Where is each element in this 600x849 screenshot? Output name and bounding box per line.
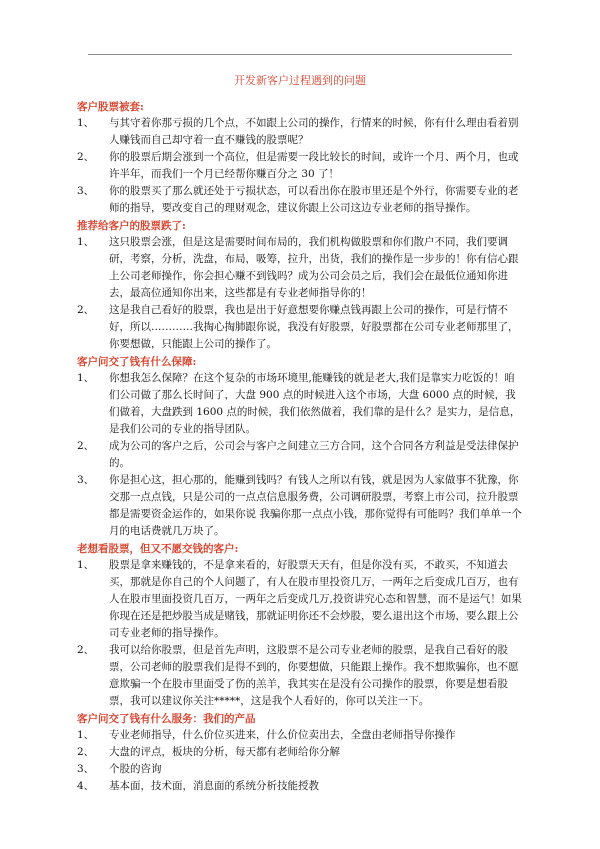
item-number: 2、 bbox=[77, 151, 95, 163]
item-number: 1、 bbox=[77, 559, 95, 571]
section-heading: 老想看股票，但又不愿交钱的客户: bbox=[77, 543, 239, 555]
section-recommended-stock-fell bbox=[77, 219, 523, 353]
item-number: 2、 bbox=[77, 440, 95, 452]
list-item bbox=[77, 642, 523, 710]
section-wants-stocks-no-pay bbox=[77, 542, 523, 710]
item-text: 这是我自己看好的股票，我也是出于好意想要你赚点钱再跟上公司的操作，可是行情不好，所以…………我掏心掏肺跟你说，我没有好股票，好股票都在公司专业老师那里了，你要想做，只能跟上公司的操作了。 bbox=[109, 304, 519, 350]
item-text: 大盘的评点，板块的分析，每天都有老师给你分解 bbox=[109, 746, 340, 758]
section-heading: 客户问交了钱有什么服务：我们的产品 bbox=[77, 713, 256, 725]
page-title: 开发新客户过程遇到的问题 bbox=[234, 74, 366, 87]
header-rule bbox=[88, 54, 512, 55]
item-text: 成为公司的客户之后，公司会与客户之间建立三方合同，这个合同各方利益是受法律保护的。 bbox=[109, 440, 519, 469]
item-text: 基本面，技术面，消息面的系统分析技能授教 bbox=[109, 780, 319, 792]
item-text: 你的股票后期会涨到一个高位，但是需要一段比较长的时间，或许一个月、两个月，也或许半年，而我们一个月已经帮你赚百分之 30 了！ bbox=[109, 151, 519, 180]
item-number: 2、 bbox=[77, 644, 95, 656]
item-number: 2、 bbox=[77, 304, 95, 316]
item-text: 你想我怎么保障？在这个复杂的市场环境里,能赚钱的就是老大,我们是靠实力吃饭的！咱们公司做了那么长时间了，大盘 900 点的时候进入这个市场，大盘 6000 点的时候，我们做着，大盘跌到 1600 点的时候，我们依然做着，我们靠的是什么？是实力，是信息，是我们公司的专业的指导团队。 bbox=[109, 372, 521, 435]
list-item bbox=[77, 302, 523, 353]
item-text: 与其守着你那亏损的几个点，不如跟上公司的操作，行情来的时候，你有什么理由看着别人赚钱而自己却守着一直不赚钱的股票呢？ bbox=[109, 117, 519, 146]
item-text: 专业老师指导，什么价位买进来，什么价位卖出去，全盘由老师指导你操作 bbox=[109, 729, 456, 741]
list-item bbox=[77, 183, 523, 217]
item-text: 这只股票会涨，但是这是需要时间布局的，我们机构做股票和你们散户不同，我们要调研，考察，分析，洗盘，布局，吸筹，拉升，出货，我们的操作是一步步的！你有信心跟上公司老师操作，你会担心赚不到钱吗？成为公司会员之后，我们会在最低位通知你进去，最高位通知你出来，这些都是有专业老师指导你的！ bbox=[109, 236, 519, 299]
section-heading: 推荐给客户的股票跌了: bbox=[77, 220, 186, 232]
item-number: 2、 bbox=[77, 746, 95, 758]
item-text: 你的股票买了那么就还处于亏损状态，可以看出你在股市里还是个外行，你需要专业的老师的指导，要改变自己的理财观念，建议你跟上公司这边专业老师的指导操作。 bbox=[109, 185, 519, 214]
item-number: 1、 bbox=[77, 729, 95, 741]
list-item bbox=[77, 370, 523, 438]
list-item bbox=[77, 472, 523, 540]
item-number: 3、 bbox=[77, 474, 95, 486]
item-number: 3、 bbox=[77, 185, 95, 197]
list-item bbox=[77, 234, 523, 302]
item-number: 1、 bbox=[77, 236, 95, 248]
item-number: 1、 bbox=[77, 372, 95, 384]
item-text: 我可以给你股票，但是首先声明，这股票不是公司专业老师的股票，是我自己看好的股票，公司老师的股票我们是得不到的，你要想做，只能跟上操作。我不想欺骗你，也不愿意欺骗一个在股市里面受了伤的羔羊，我其实在是没有公司操作的股票，你要是想看股票，我可以建议你关注*****，这是我个人看好的，你可以关注一下。 bbox=[109, 644, 519, 707]
list-item bbox=[77, 761, 523, 778]
section-services-products bbox=[77, 712, 523, 795]
item-text: 股票是拿来赚钱的，不是拿来看的，好股票天天有，但是你没有买，不敢买，不知道去买，那就是你自己的个人问题了，有人在股市里投资几万，一两年之后变成几百万，也有人在股市里面投资几百万，一两年之后变成几万,投资讲究心态和智慧，而不是运气！如果你现在还是把炒股当成是赌钱，那就证明你还不会炒股，要么退出这个市场，要么跟上公司专业老师的指导操作。 bbox=[109, 559, 522, 639]
section-heading: 客户股票被套: bbox=[77, 101, 144, 113]
item-text: 个股的咨询 bbox=[109, 763, 162, 775]
list-item bbox=[77, 115, 523, 149]
list-item bbox=[77, 438, 523, 472]
section-stock-trapped bbox=[77, 100, 523, 217]
section-heading: 客户问交了钱有什么保障: bbox=[77, 356, 197, 368]
document-body bbox=[77, 98, 523, 795]
section-payment-guarantee bbox=[77, 355, 523, 540]
list-item bbox=[77, 727, 523, 744]
list-item bbox=[77, 744, 523, 761]
list-item bbox=[77, 557, 523, 642]
item-number: 1、 bbox=[77, 117, 95, 129]
item-text: 你是担心这，担心那的，能赚到钱吗？有钱人之所以有钱，就是因为人家做事不犹豫，你交那一点点钱，只是公司的一点点信息服务费，公司调研股票，考察上市公司，拉升股票都是需要资金运作的，如果你说 我骗你那一点点小钱，那你觉得有可能吗？我们单单一个月的电话费就几万块了。 bbox=[109, 474, 522, 537]
item-number: 4、 bbox=[77, 780, 95, 792]
list-item bbox=[77, 778, 523, 795]
list-item bbox=[77, 149, 523, 183]
item-number: 3、 bbox=[77, 763, 95, 775]
